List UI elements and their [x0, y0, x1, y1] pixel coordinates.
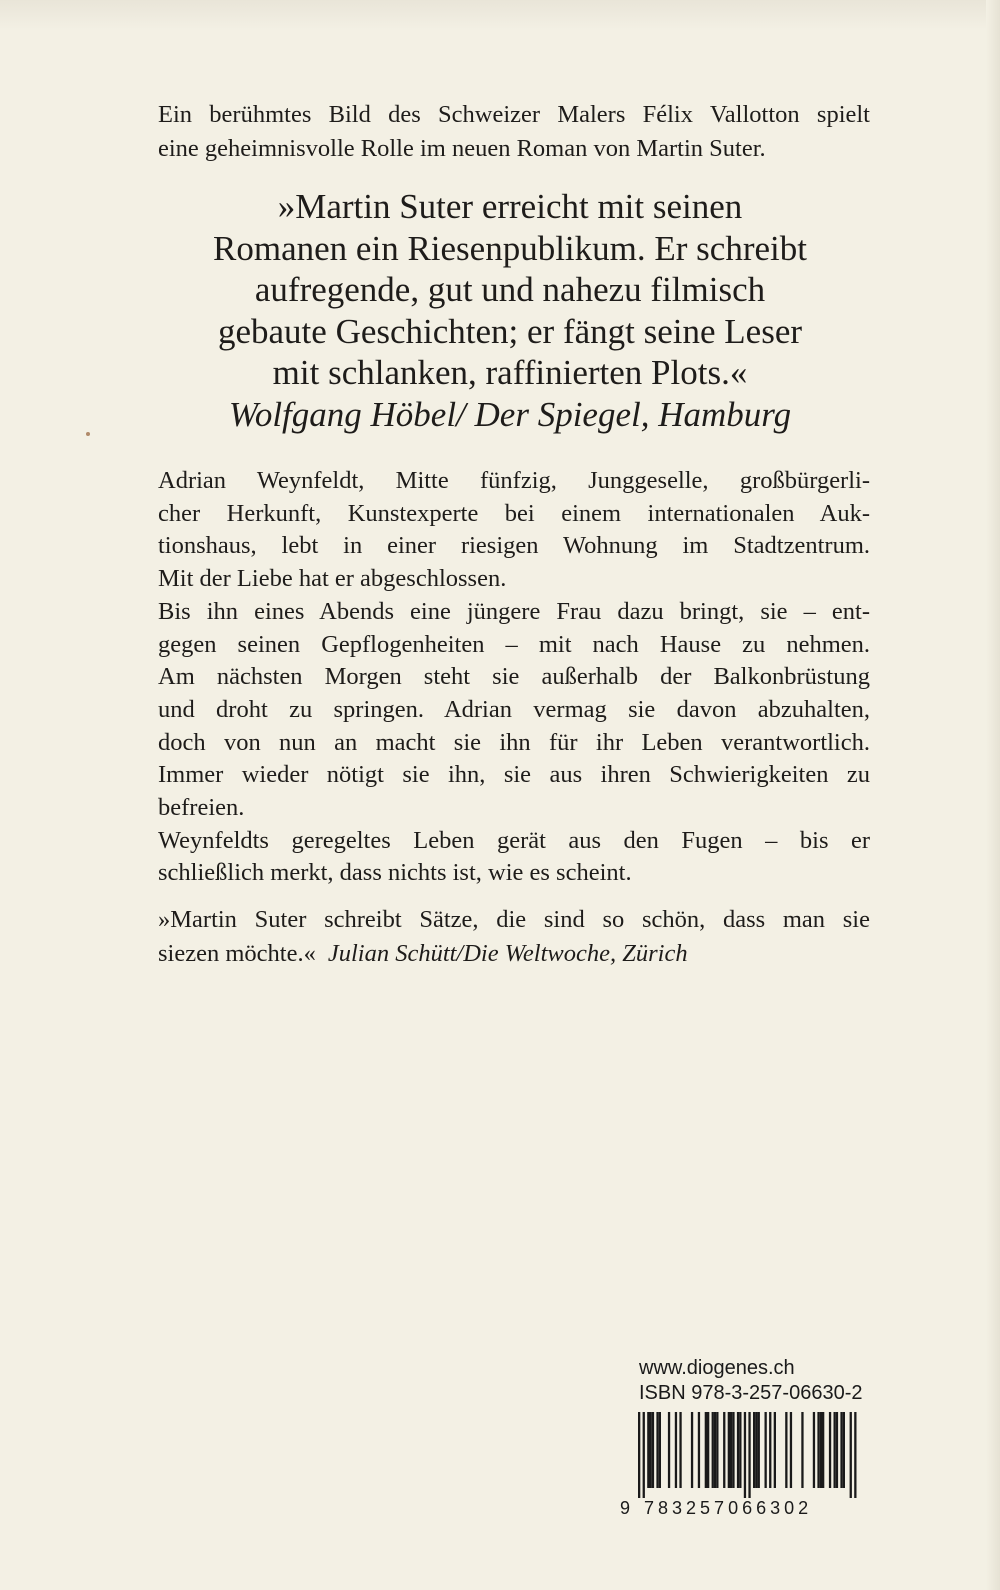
barcode-bar	[739, 1412, 741, 1488]
barcode-bar	[758, 1412, 760, 1488]
barcode-bar	[716, 1412, 718, 1488]
barcode-bar	[817, 1412, 819, 1488]
barcode-bar	[790, 1412, 792, 1488]
barcode-bar	[836, 1412, 838, 1488]
barcode-bar	[774, 1412, 776, 1488]
synopsis-line: Mit der Liebe hat er abgeschlossen.	[158, 565, 507, 593]
paper-speck	[86, 432, 90, 436]
barcode-bar	[820, 1412, 822, 1488]
quote-source: Julian Schütt/Die Weltwoche, Zürich	[327, 940, 688, 967]
barcode-bars	[620, 1410, 864, 1498]
barcode-bar	[638, 1412, 640, 1498]
quote-line: gebaute Geschichten; er fängt seine Leser	[217, 311, 803, 351]
quote-line: »Martin Suter schreibt Sätze, die sind so schön, dass man sie	[158, 906, 870, 933]
synopsis-paragraph	[158, 465, 870, 890]
barcode-bar	[765, 1412, 767, 1488]
synopsis-line: doch von nun an macht sie ihn für ihr Leben verantwortlich.	[158, 728, 870, 756]
barcode-bar	[691, 1412, 693, 1488]
synopsis-line: Immer wieder nötigt sie ihn, sie aus ihren Schwierigkeiten zu	[158, 761, 870, 789]
spiegel-quote	[160, 186, 860, 435]
website-url: www.diogenes.ch	[639, 1357, 795, 1379]
intro-paragraph	[158, 98, 870, 166]
barcode-bar	[668, 1412, 670, 1488]
synopsis-line: cher Herkunft, Kunstexperte bei einem internationalen Auk-	[158, 499, 870, 527]
barcode-bar	[755, 1412, 757, 1488]
barcode-bar	[737, 1412, 739, 1488]
barcode-bar	[650, 1412, 652, 1488]
synopsis-line: Bis ihn eines Abends eine jüngere Frau dazu bringt, sie – ent-	[158, 597, 870, 625]
barcode-bar	[840, 1412, 842, 1488]
quote-line: »Martin Suter erreicht mit seinen	[277, 187, 743, 226]
quote-source: Wolfgang Höbel/ Der Spiegel, Hamburg	[228, 394, 792, 434]
isbn-barcode	[620, 1410, 864, 1520]
barcode-bar	[854, 1412, 856, 1498]
barcode-bar	[785, 1412, 787, 1488]
barcode-bar	[728, 1412, 730, 1488]
right-edge-shade	[986, 0, 1000, 1590]
quote-line: siezen möchte.«	[158, 940, 316, 967]
synopsis-line: gegen seinen Gepflogenheiten – mit nach Hause zu nehmen.	[158, 630, 870, 658]
isbn-number: ISBN 978-3-257-06630-2	[639, 1382, 863, 1404]
barcode-bar	[659, 1412, 661, 1488]
barcode-bar	[850, 1412, 852, 1498]
barcode-bar	[643, 1412, 645, 1498]
barcode-bar	[723, 1412, 725, 1488]
barcode-bar	[707, 1412, 709, 1488]
barcode-bar	[753, 1412, 755, 1488]
synopsis-line: Am nächsten Morgen steht sie außerhalb der Balkonbrüstung	[158, 663, 870, 691]
barcode-bar	[744, 1412, 746, 1498]
barcode-bar	[705, 1412, 707, 1488]
quote-line: aufregende, gut und nahezu filmisch	[254, 270, 766, 309]
barcode-bar	[829, 1412, 831, 1488]
quote-line: mit schlanken, raffinierten Plots.«	[272, 353, 748, 392]
barcode-bar	[813, 1412, 815, 1488]
synopsis-line: Adrian Weynfeldt, Mitte fünfzig, Junggeselle, großbürgerli-	[158, 467, 870, 494]
barcode-bar	[801, 1412, 803, 1488]
barcode-bar	[647, 1412, 649, 1488]
synopsis-line: und droht zu springen. Adrian vermag sie davon abzuhalten,	[158, 695, 870, 723]
barcode-bar	[675, 1412, 677, 1488]
barcode-bar	[769, 1412, 771, 1488]
intro-line: Ein berühmtes Bild des Schweizer Malers Félix Vallotton spielt	[158, 101, 870, 128]
barcode-first-digit: 9	[620, 1498, 631, 1518]
barcode-bar	[714, 1412, 716, 1488]
barcode-bar	[712, 1412, 714, 1488]
weltwoche-quote	[158, 903, 870, 971]
barcode-bar	[748, 1412, 750, 1498]
synopsis-line: Weynfeldts geregeltes Leben gerät aus den Fugen – bis er	[158, 826, 870, 854]
barcode-bar	[732, 1412, 734, 1488]
top-edge-shade	[0, 0, 1000, 30]
barcode-bar	[730, 1412, 732, 1488]
synopsis-line: tionshaus, lebt in einer riesigen Wohnung im Stadtzentrum.	[158, 532, 870, 560]
intro-line: eine geheimnisvolle Rolle im neuen Roman von Martin Suter.	[158, 135, 766, 162]
synopsis-line: befreien.	[158, 794, 245, 822]
barcode-digit-string: 783257066302	[644, 1498, 813, 1518]
publisher-info	[639, 1356, 863, 1406]
barcode-bar	[822, 1412, 824, 1488]
quote-last-line	[158, 937, 870, 971]
barcode-bar	[834, 1412, 836, 1488]
barcode-bar	[679, 1412, 681, 1488]
barcode-bar	[656, 1412, 658, 1488]
barcode-digits	[620, 1496, 864, 1520]
barcode-bar	[698, 1412, 700, 1488]
quote-line: Romanen ein Riesenpublikum. Er schreibt	[213, 228, 807, 268]
synopsis-line: schließlich merkt, dass nichts ist, wie es scheint.	[158, 859, 632, 887]
barcode-bar	[652, 1412, 654, 1488]
barcode-bar	[843, 1412, 845, 1488]
